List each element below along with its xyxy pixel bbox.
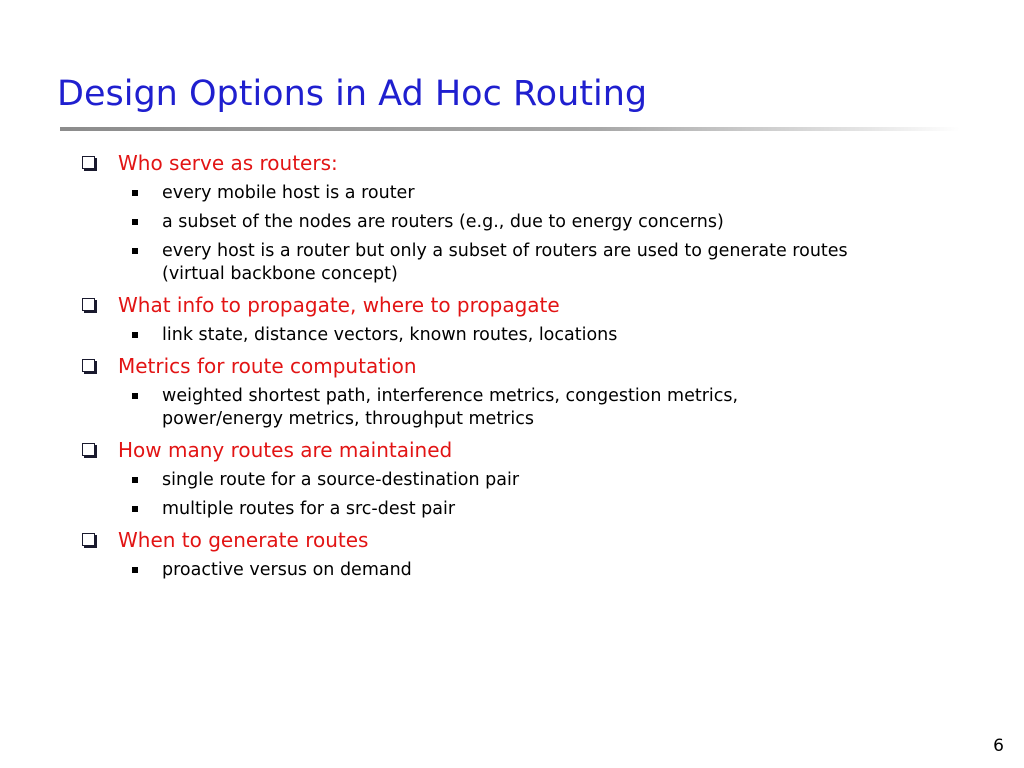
filled-square-icon [132,219,138,225]
sub-bullet [80,182,852,205]
filled-square-icon [132,248,138,254]
section-heading: When to generate routes [118,528,369,552]
sub-bullet [80,559,852,582]
sub-bullet-list [80,385,980,431]
section-heading: Who serve as routers: [118,151,338,175]
sub-bullet [80,385,852,431]
section-what-info-to-propagate [80,292,980,347]
hollow-square-icon [82,359,95,372]
sub-bullet-list [80,324,980,347]
level1-bullet [80,527,980,553]
level1-bullet [80,437,980,463]
section-metrics-for-route-computation [80,353,980,431]
filled-square-icon [132,506,138,512]
sub-bullet-text: every host is a router but only a subset of routers are used to generate routes (virtual backbone concept) [162,241,848,284]
filled-square-icon [132,332,138,338]
sub-bullet-list [80,469,980,521]
hollow-square-icon [82,156,95,169]
section-heading: How many routes are maintained [118,438,453,462]
sub-bullet-text: weighted shortest path, interference metrics, congestion metrics, power/energy metrics, throughput metrics [162,386,739,429]
level1-bullet [80,292,980,318]
hollow-square-icon [82,533,95,546]
sub-bullet-text: proactive versus on demand [162,560,412,580]
sub-bullet-text: single route for a source-destination pair [162,470,520,490]
sub-bullet-text: multiple routes for a src-dest pair [162,499,456,519]
hollow-square-icon [82,298,95,311]
sub-bullet-list [80,182,980,286]
slide-title: Design Options in Ad Hoc Routing [57,74,648,114]
hollow-square-icon [82,443,95,456]
section-who-serve-as-routers [80,150,980,286]
filled-square-icon [132,190,138,196]
title-divider [60,127,960,131]
sub-bullet-text: every mobile host is a router [162,183,415,203]
level1-bullet [80,150,980,176]
sub-bullet [80,240,852,286]
page-number: 6 [993,736,1004,756]
section-how-many-routes [80,437,980,521]
level1-bullet [80,353,980,379]
section-heading: What info to propagate, where to propagate [118,293,560,317]
filled-square-icon [132,567,138,573]
section-heading: Metrics for route computation [118,354,417,378]
sub-bullet-text: a subset of the nodes are routers (e.g., due to energy concerns) [162,212,724,232]
sub-bullet [80,498,852,521]
filled-square-icon [132,477,138,483]
sub-bullet-list [80,559,980,582]
slide-content [80,150,980,588]
sub-bullet-text: link state, distance vectors, known routes, locations [162,325,618,345]
sub-bullet [80,469,852,492]
section-when-to-generate-routes [80,527,980,582]
filled-square-icon [132,393,138,399]
sub-bullet [80,211,852,234]
sub-bullet [80,324,852,347]
